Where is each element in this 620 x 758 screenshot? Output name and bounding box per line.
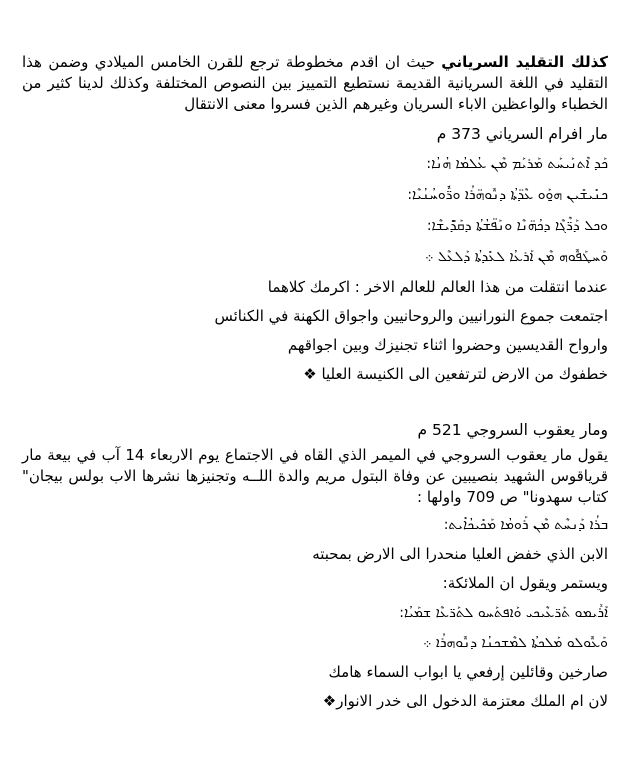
arabic-verse-line: لان ام الملك معتزمة الدخول الى خدر الانوار❖: [322, 692, 608, 710]
arabic-verse-line: خطفوك من الارض لترتفعين الى الكنيسة العليا ❖: [303, 365, 608, 383]
section-spacer: [22, 389, 608, 415]
arabic-verse-line: عندما انتقلت من هذا العالم للعالم الاخر : اكرمك كلاهما: [267, 278, 608, 296]
arabic-verse-line: اجتمعت جموع النورانيين والروحانيين واجواق الكهنة في الكنائس: [214, 307, 608, 325]
arabic-verse-line: صارخين وقائلين إرفعي يا ابواب السماء هامك: [328, 663, 608, 681]
section-ephrem: [22, 119, 608, 389]
syriac-verse-line: ܘܟܠ ܕܰܪ̈ܶܓܶܐ ܕܟܳܗ̈ܢܶܐ ܘܢܰܦ̈ܫܳܬܳܐ ܕܩܰܕ̈ܺܝܫܶܐ:: [426, 218, 608, 234]
jacob-paragraph: يقول مار يعقوب السروجي في الميمر الذي القاه في الاجتماع يوم الاربعاء 14 آب في بيعة مار قرياقوس الشهيد بنصيبين عن وفاة البتول مريم والدة اللــه وتجنيزها نشرها الاب بولس بيجان" كتاب سهدونا" ص 709 واولها :: [22, 446, 608, 506]
intro-bold-lead: كذلك التقليد السرياني: [441, 53, 608, 71]
arabic-verse-line: الابن الذي خفض العليا منحدرا الى الارض بمحبته: [312, 545, 608, 563]
syriac-verse-line: ܟܢܺܝܫܺܝܢ ܗ̱ܘܰܘ ܥܶܕ̈ܬܳܐ ܕܢܽܘܗ̈ܪܳܐ ܘܪ̈ܽܘܚܳܢܳܝܶܐ:: [407, 187, 608, 203]
syriac-verse-line: ܘܰܥܽܘܠܘ ܡܰܠܟܬܳܐ ܠܡܶܫܟܢܳܐ ܕܢܽܘܗܪܳܐ ܀: [422, 635, 608, 651]
syriac-verse-line: ܘܰܚܛܰܦܽܘܗ ܡܶܢ ܐܰܪܥܳܐ ܠܥܺܕܬܳܐ ܕܰܠܥܶܠ ܀: [425, 249, 608, 265]
section-jacob: [22, 415, 608, 716]
syriac-verse-line: ܐܰܪܺܝܡܘ ܬܰܪ̈ܥܶܝܟܝ ܘܰܐܦܬܰܚܘ ܠܬܰܪ̈ܥܶܐ ܫܡܰܝܳܐ:: [399, 605, 608, 621]
arabic-verse-line: ويستمر ويقول ان الملائكة:: [442, 574, 608, 592]
intro-paragraph: [22, 52, 608, 115]
syriac-verse-line: ܒܪܳܐ ܕܰܢܚܶܬ ܡܶܢ ܪܰܘܡܳܐ ܡܰܟܺܝܟܳܐܺܝܬ:: [443, 517, 608, 533]
intro-text: حيث ان اقدم مخطوطة ترجع للقرن الخامس الميلادي وضمن هذا التقليد في اللغة السريانية القديمة نستطيع التمييز بين النصوص المختلفة وكذلك لدينا كثير من الخطباء والواعظين الاباء السريان وغيرهم الذين فسروا معنى الانتقال: [22, 53, 608, 113]
section-heading-jacob: ومار يعقوب السروجي 521 م: [417, 421, 608, 439]
section-heading-ephrem: مار افرام السرياني 373 م: [436, 125, 608, 143]
arabic-verse-line: وارواح القديسين وحضروا اثناء تجنيزك وبين اجواقهم: [287, 336, 608, 354]
syriac-verse-line: ܟܰܕ ܐܶܬܢܰܝܚܰܬ ܡܰܪܝܰܡ ܡܶܢ ܥܳܠܡܳܐ ܗܳܢܳܐ:: [426, 156, 608, 172]
